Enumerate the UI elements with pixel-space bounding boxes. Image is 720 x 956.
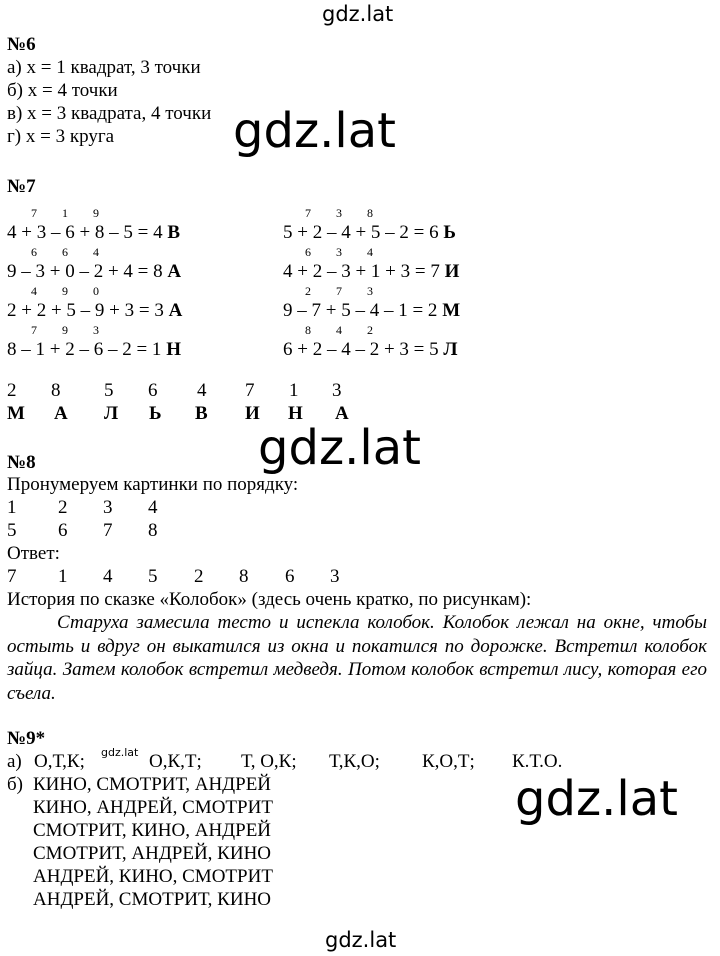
answer-number: 6 bbox=[285, 566, 295, 587]
arrangement: К,О,Т; bbox=[422, 751, 475, 772]
picture-number: 6 bbox=[58, 520, 68, 541]
answer-number: 8 bbox=[51, 380, 61, 401]
task7-right-sup-0-b: 3 bbox=[336, 206, 342, 220]
picture-number: 3 bbox=[103, 497, 113, 518]
answer-number: 5 bbox=[148, 566, 158, 587]
task8-intro: Пронумеруем картинки по порядку: bbox=[7, 474, 299, 495]
equation: 8 – 1 + 2 – 6 – 2 = 1 bbox=[7, 339, 167, 360]
task9-b-line-0: КИНО, СМОТРИТ, АНДРЕЙ bbox=[33, 774, 272, 795]
watermark-top: gdz.lat bbox=[322, 2, 394, 26]
task7-right-sup-3-b: 4 bbox=[336, 323, 342, 337]
answer-number: 3 bbox=[332, 380, 342, 401]
picture-number: 8 bbox=[148, 520, 158, 541]
task7-left-sup-0-b: 1 bbox=[62, 206, 68, 220]
answer-letter: Л bbox=[443, 339, 458, 360]
arrangement: К.Т.О. bbox=[512, 751, 563, 772]
answer-letter: Л bbox=[104, 403, 119, 424]
task7-title: №7 bbox=[7, 176, 36, 197]
equation: 9 – 3 + 0 – 2 + 4 = 8 bbox=[7, 261, 168, 282]
answer-number: 8 bbox=[239, 566, 249, 587]
answer-letter: Ь bbox=[149, 403, 162, 424]
task7-left-sup-2-a: 4 bbox=[31, 284, 37, 298]
task7-right-sup-1-b: 3 bbox=[336, 245, 342, 259]
equation: 4 + 3 – 6 + 8 – 5 = 4 bbox=[7, 222, 168, 243]
task7-left-sup-0-a: 7 bbox=[31, 206, 37, 220]
task7-left-eq-2 bbox=[7, 300, 182, 322]
task9-title: №9* bbox=[7, 728, 46, 749]
task7-left-sup-3-b: 9 bbox=[62, 323, 68, 337]
task7-left-sup-1-a: 6 bbox=[31, 245, 37, 259]
task7-right-sup-2-c: 3 bbox=[367, 284, 373, 298]
answer-number: 2 bbox=[194, 566, 204, 587]
task7-right-sup-1-c: 4 bbox=[367, 245, 373, 259]
answer-number: 3 bbox=[330, 566, 340, 587]
story-text: Старуха замесила тесто и испекла колобок. Колобок лежал на окне, чтобы остыть и вдруг он выкатился из окна и покатился по дорожке. Встретил колобок зайца. Затем колобок встретил медведя. Потом колобок встретил лису, которая его съела. bbox=[7, 612, 707, 704]
task8-answer-label: Ответ: bbox=[7, 543, 60, 564]
task9-b-line-3: СМОТРИТ, АНДРЕЙ, КИНО bbox=[33, 843, 272, 864]
answer-number: 1 bbox=[289, 380, 299, 401]
task7-right-eq-3 bbox=[283, 339, 458, 361]
task7-left-sup-2-b: 9 bbox=[62, 284, 68, 298]
answer-letter: И bbox=[444, 261, 460, 282]
task7-left-sup-3-c: 3 bbox=[93, 323, 99, 337]
task6-line-b: б) x = 4 точки bbox=[7, 80, 118, 101]
task7-right-sup-1-a: 6 bbox=[305, 245, 311, 259]
answer-letter: А bbox=[167, 261, 182, 282]
task7-right-sup-2-a: 2 bbox=[305, 284, 311, 298]
task6-line-v: в) x = 3 квадрата, 4 точки bbox=[7, 103, 212, 124]
task7-left-sup-3-a: 7 bbox=[31, 323, 37, 337]
answer-letter: Н bbox=[166, 339, 181, 360]
answer-letter: М bbox=[442, 300, 461, 321]
task9-b-line-1: КИНО, АНДРЕЙ, СМОТРИТ bbox=[33, 797, 273, 818]
answer-number: 4 bbox=[197, 380, 207, 401]
task7-left-sup-1-c: 4 bbox=[93, 245, 99, 259]
task7-right-sup-0-a: 7 bbox=[305, 206, 311, 220]
task7-right-sup-3-a: 8 bbox=[305, 323, 311, 337]
task8-title: №8 bbox=[7, 452, 36, 473]
task8-story bbox=[7, 611, 707, 705]
task7-left-sup-0-c: 9 bbox=[93, 206, 99, 220]
answer-number: 7 bbox=[245, 380, 255, 401]
equation: 6 + 2 – 4 – 2 + 3 = 5 bbox=[283, 339, 444, 360]
task8-story-intro: История по сказке «Колобок» (здесь очень кратко, по рисункам): bbox=[7, 589, 532, 610]
answer-letter: В bbox=[195, 403, 208, 424]
task7-right-sup-0-c: 8 bbox=[367, 206, 373, 220]
task7-right-eq-1 bbox=[283, 261, 459, 283]
equation: 4 + 2 – 3 + 1 + 3 = 7 bbox=[283, 261, 445, 282]
task6-line-g: г) x = 3 круга bbox=[7, 126, 115, 147]
task9-b-line-2: СМОТРИТ, КИНО, АНДРЕЙ bbox=[33, 820, 272, 841]
task9-b-line-5: АНДРЕЙ, СМОТРИТ, КИНО bbox=[33, 889, 272, 910]
picture-number: 1 bbox=[7, 497, 17, 518]
answer-number: 5 bbox=[104, 380, 114, 401]
equation: 9 – 7 + 5 – 4 – 1 = 2 bbox=[283, 300, 443, 321]
picture-number: 2 bbox=[58, 497, 68, 518]
task7-left-eq-3 bbox=[7, 339, 181, 361]
answer-number: 7 bbox=[7, 566, 17, 587]
answer-letter: М bbox=[7, 403, 25, 424]
task7-right-sup-3-c: 2 bbox=[367, 323, 373, 337]
answer-number: 6 bbox=[148, 380, 158, 401]
task9-b-label: б) bbox=[7, 774, 23, 795]
answer-number: 1 bbox=[58, 566, 68, 587]
task6-line-a: а) x = 1 квадрат, 3 точки bbox=[7, 57, 201, 78]
equation: 5 + 2 – 4 + 5 – 2 = 6 bbox=[283, 222, 444, 243]
item-label: а) bbox=[7, 751, 22, 772]
answer-letter: А bbox=[54, 403, 68, 424]
answer-letter: Н bbox=[288, 403, 303, 424]
watermark-big-1: gdz.lat bbox=[233, 103, 396, 159]
watermark-bottom: gdz.lat bbox=[325, 928, 397, 952]
arrangement: Т, О,К; bbox=[241, 751, 297, 772]
answer-letter: А bbox=[335, 403, 349, 424]
arrangement: Т,К,О; bbox=[329, 751, 380, 772]
answer-letter: В bbox=[167, 222, 181, 243]
answer-letter: Ь bbox=[443, 222, 456, 243]
task7-right-eq-2 bbox=[283, 300, 460, 322]
answer-letter: И bbox=[245, 403, 260, 424]
answer-letter: А bbox=[168, 300, 183, 321]
picture-number: 4 bbox=[148, 497, 158, 518]
answer-number: 4 bbox=[103, 566, 113, 587]
task7-left-eq-0 bbox=[7, 222, 180, 244]
answer-number: 2 bbox=[7, 380, 17, 401]
watermark-big-2: gdz.lat bbox=[258, 420, 421, 476]
task7-right-eq-0 bbox=[283, 222, 456, 244]
equation: 2 + 2 + 5 – 9 + 3 = 3 bbox=[7, 300, 169, 321]
arrangement: О,К,Т; bbox=[149, 751, 202, 772]
watermark-big-3: gdz.lat bbox=[515, 771, 678, 827]
task6-title: №6 bbox=[7, 34, 36, 55]
watermark-small-inline: gdz.lat bbox=[101, 746, 139, 759]
picture-number: 5 bbox=[7, 520, 17, 541]
task9-b-line-4: АНДРЕЙ, КИНО, СМОТРИТ bbox=[33, 866, 273, 887]
task7-right-sup-2-b: 7 bbox=[336, 284, 342, 298]
picture-number: 7 bbox=[103, 520, 113, 541]
task7-left-sup-1-b: 6 bbox=[62, 245, 68, 259]
arrangement: О,Т,К; bbox=[34, 751, 85, 772]
task7-left-eq-1 bbox=[7, 261, 181, 283]
task7-left-sup-2-c: 0 bbox=[93, 284, 99, 298]
